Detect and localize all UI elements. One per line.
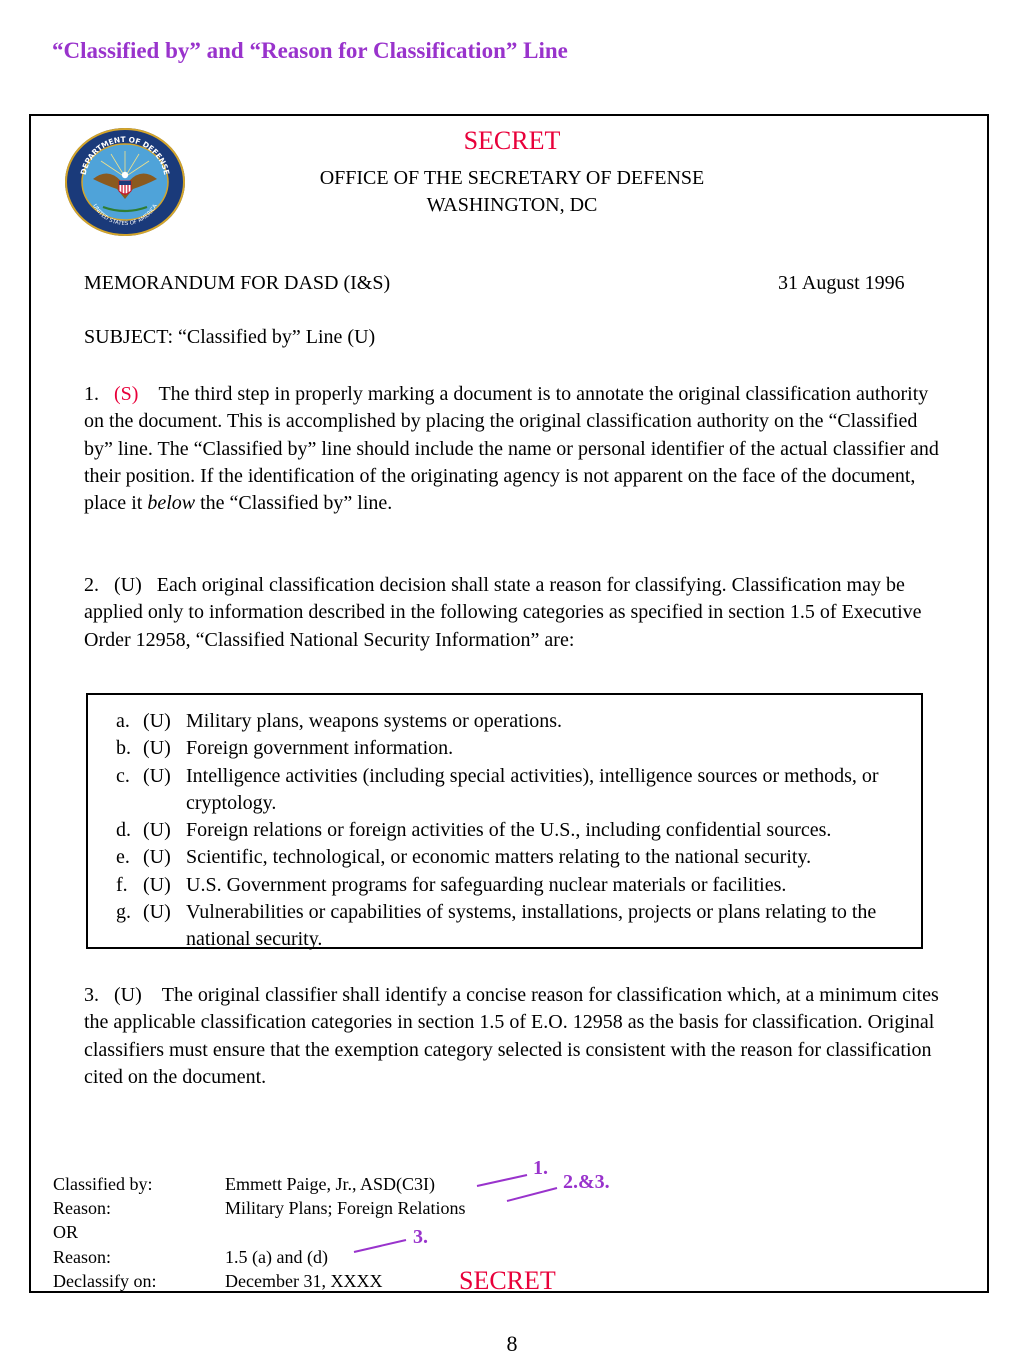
slide-title: “Classified by” and “Reason for Classification” Line bbox=[52, 38, 568, 63]
annotation-1: 1. bbox=[533, 1157, 548, 1179]
item-text: Military plans, weapons systems or operations. bbox=[186, 710, 563, 732]
paragraph-2 bbox=[84, 572, 944, 654]
or-label: OR bbox=[53, 1222, 79, 1243]
list-item bbox=[116, 872, 936, 899]
classified-by-label: Classified by: bbox=[53, 1174, 153, 1194]
portion-marking: (U) bbox=[143, 710, 171, 732]
classification-banner-bottom: SECRET bbox=[459, 1266, 556, 1295]
paragraph-3 bbox=[84, 982, 944, 1091]
annotation-2-and-3: 2.&3. bbox=[563, 1171, 610, 1193]
portion-marking: (U) bbox=[143, 737, 171, 760]
reason-alt-value: 1.5 (a) and (d) bbox=[225, 1246, 328, 1267]
item-letter: b. bbox=[116, 737, 131, 760]
list-item bbox=[116, 844, 936, 871]
declassify-value: December 31, XXXX bbox=[225, 1270, 383, 1291]
item-letter: a. bbox=[116, 710, 130, 732]
portion-marking: (U) bbox=[143, 873, 171, 896]
categories-list bbox=[116, 708, 936, 954]
paragraph-number: 2. bbox=[84, 574, 99, 596]
annotation-3: 3. bbox=[413, 1226, 428, 1248]
classification-banner-top: SECRET bbox=[463, 126, 561, 155]
svg-text:UNITED STATES OF AMERICA: UNITED STATES OF AMERICA bbox=[91, 203, 159, 228]
reason-label: Reason: bbox=[53, 1198, 111, 1219]
memo-date: 31 August 1996 bbox=[778, 272, 905, 294]
list-item bbox=[116, 763, 936, 818]
list-item bbox=[116, 899, 936, 954]
list-item bbox=[116, 735, 936, 762]
office-heading bbox=[0, 165, 1024, 219]
classified-by-row bbox=[53, 1172, 466, 1196]
paragraph-emphasis: below bbox=[147, 492, 196, 515]
reason-row bbox=[53, 1196, 466, 1220]
reason-alt-label: Reason: bbox=[53, 1246, 111, 1267]
portion-marking: (U) bbox=[143, 819, 171, 842]
reason-alt-row bbox=[53, 1245, 466, 1269]
item-text: Vulnerabilities or capabilities of systems, installations, projects or plans relating to the national security. bbox=[186, 901, 877, 951]
portion-marking: (S) bbox=[114, 383, 139, 405]
list-item bbox=[116, 817, 936, 844]
item-letter: g. bbox=[116, 901, 131, 924]
portion-marking: (U) bbox=[143, 901, 171, 924]
memo-subject: SUBJECT: “Classified by” Line (U) bbox=[84, 326, 376, 348]
svg-text:DEPARTMENT OF DEFENSE: DEPARTMENT OF DEFENSE bbox=[78, 134, 172, 176]
classification-authority-block bbox=[53, 1172, 466, 1293]
declassify-row bbox=[53, 1269, 466, 1293]
portion-marking: (U) bbox=[143, 846, 171, 869]
declassify-label: Declassify on: bbox=[53, 1270, 157, 1291]
item-text: Scientific, technological, or economic matters relating to the national security. bbox=[186, 846, 812, 869]
paragraph-text: The original classifier shall identify a concise reason for classification which, at a minimum cites the applicable classification categories in section 1.5 of E.O. 12958 as the basis for classification. Original classifiers must ensure that the exemption category selected is consistent with the reason for classification cited on the document. bbox=[84, 984, 939, 1088]
portion-marking: (U) bbox=[143, 764, 171, 787]
item-letter: c. bbox=[116, 764, 130, 787]
paragraph-1 bbox=[84, 381, 944, 517]
paragraph-number: 1. bbox=[84, 383, 99, 405]
item-letter: f. bbox=[116, 873, 128, 896]
classified-by-value: Emmett Paige, Jr., ASD(C3I) bbox=[225, 1174, 435, 1194]
paragraph-text-end: the “Classified by” line. bbox=[195, 492, 393, 515]
office-line-1: OFFICE OF THE SECRETARY OF DEFENSE bbox=[319, 167, 705, 189]
portion-marking: (U) bbox=[114, 984, 142, 1006]
list-item bbox=[116, 708, 936, 735]
memo-for: MEMORANDUM FOR DASD (I&S) bbox=[84, 272, 391, 294]
paragraph-text: The third step in properly marking a document is to annotate the original classification authority on the document. This is accomplished by placing the original classification authority on the “Classified by” line. The “Classified by” line should include the name or personal identifier of the actual classifier and their position. If the identification of the originating agency is not apparent on the face of the document, place it bbox=[84, 383, 939, 515]
reason-value: Military Plans; Foreign Relations bbox=[225, 1198, 466, 1219]
item-letter: e. bbox=[116, 846, 130, 869]
item-text: U.S. Government programs for safeguarding nuclear materials or facilities. bbox=[186, 873, 787, 896]
paragraph-number: 3. bbox=[84, 984, 99, 1006]
paragraph-text: Each original classification decision shall state a reason for classifying. Classification may be applied only to information described in the following categories as specified in section 1.5 of Executive Order 12958, “Classified National Security Information” are: bbox=[84, 574, 922, 651]
item-text: Foreign government information. bbox=[186, 737, 454, 760]
item-text: Intelligence activities (including special activities), intelligence sources or methods, or cryptology. bbox=[186, 764, 879, 814]
item-letter: d. bbox=[116, 819, 131, 842]
portion-marking: (U) bbox=[114, 574, 142, 596]
page-number: 8 bbox=[506, 1331, 518, 1356]
or-row bbox=[53, 1220, 466, 1244]
item-text: Foreign relations or foreign activities of the U.S., including confidential sources. bbox=[186, 819, 832, 842]
office-line-2: WASHINGTON, DC bbox=[426, 194, 598, 216]
